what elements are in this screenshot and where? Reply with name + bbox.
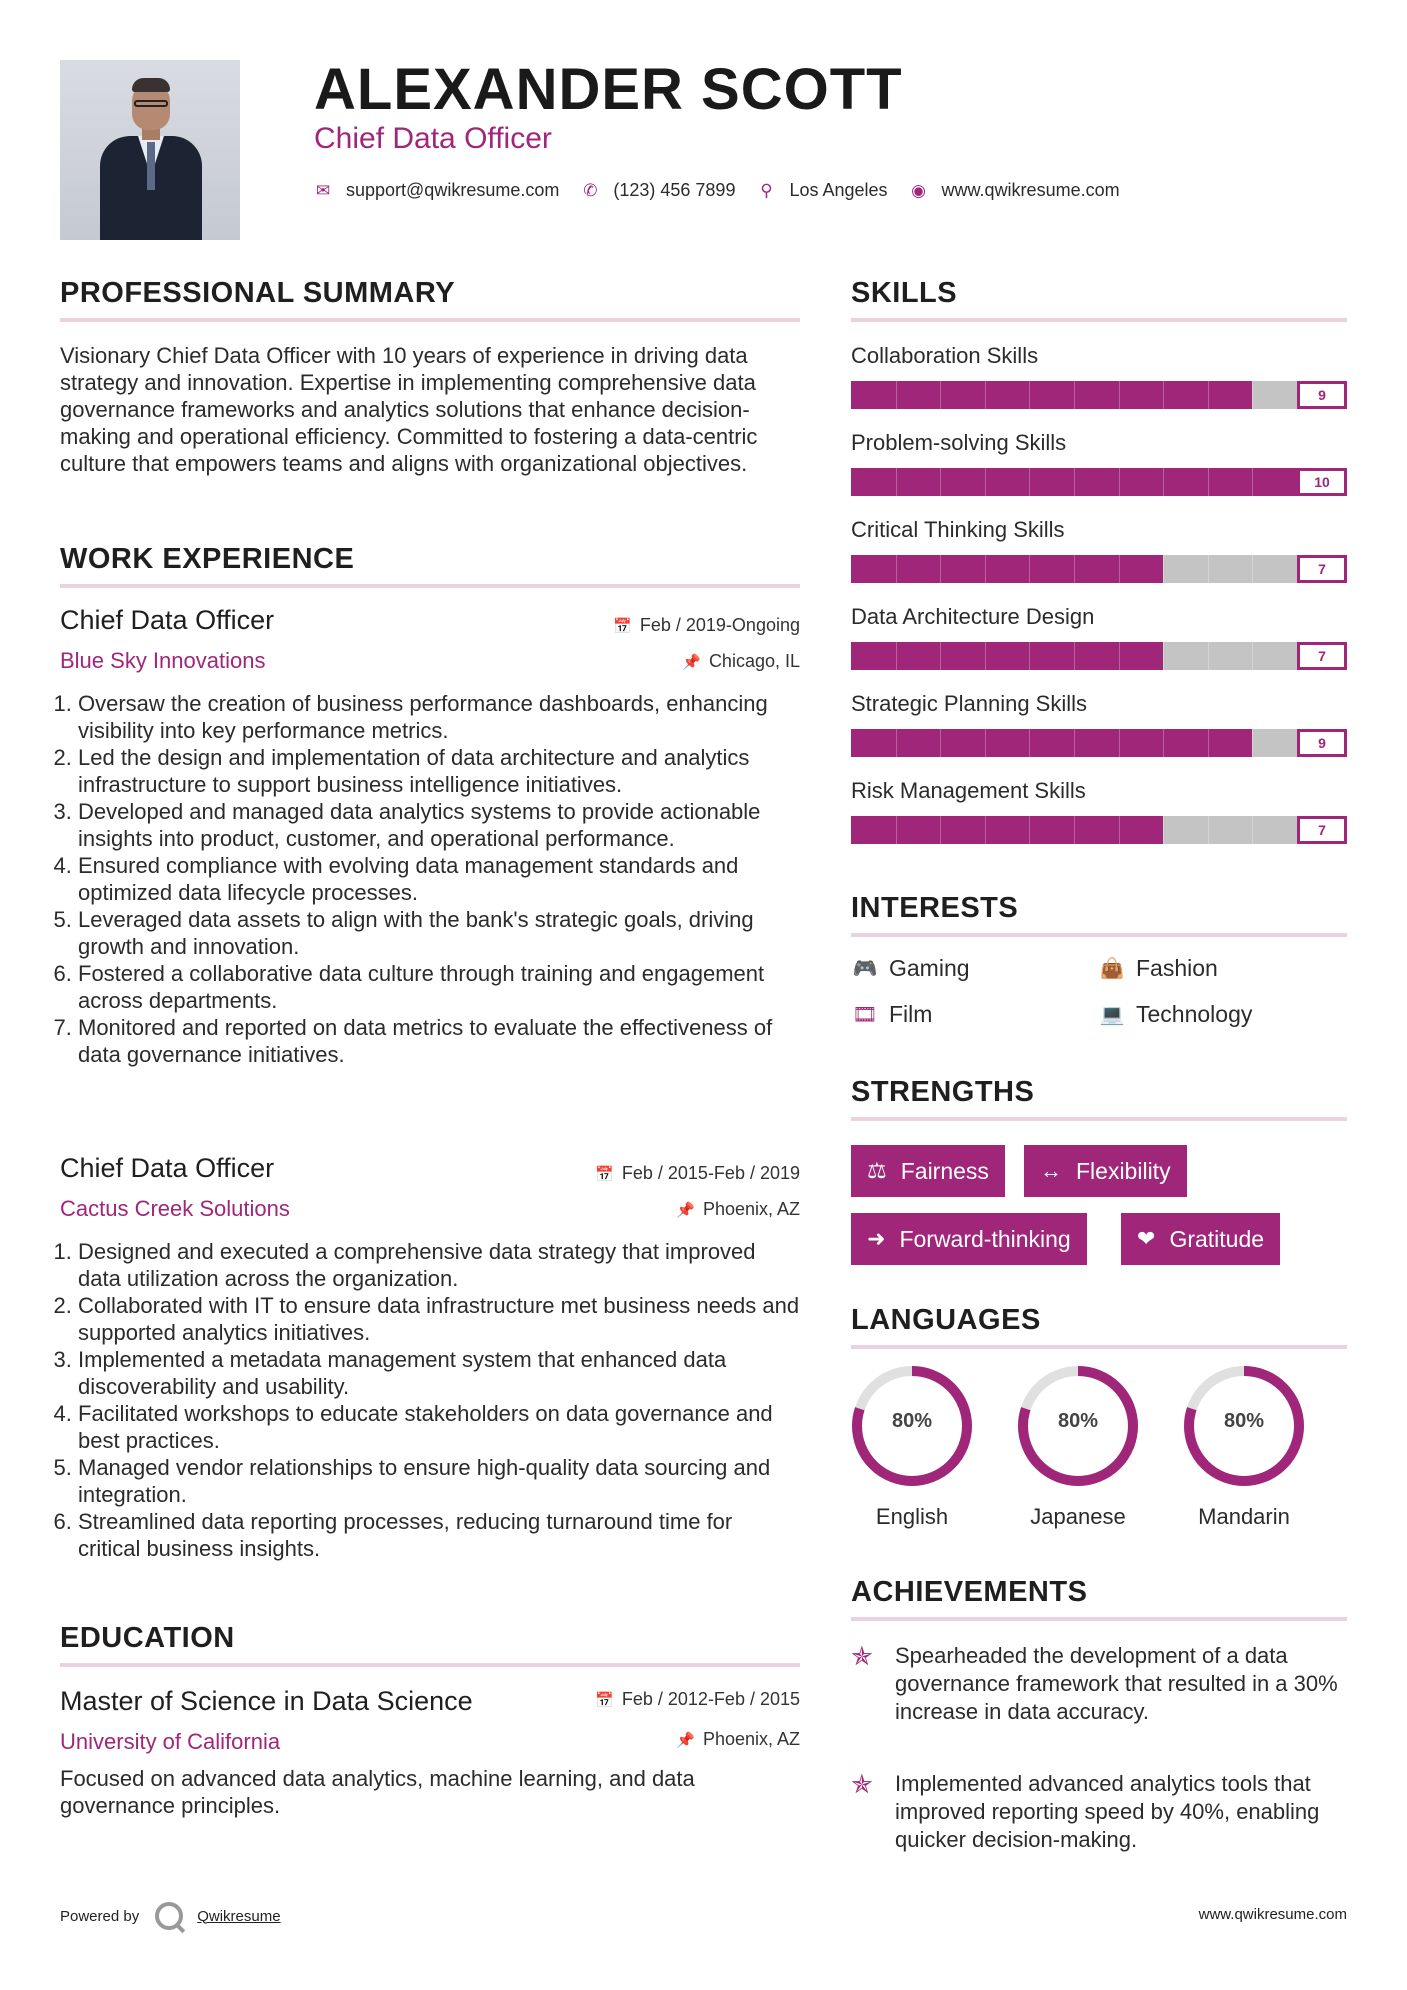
pin-icon: 📌 [676,1202,695,1219]
job-company: Blue Sky Innovations [60,648,266,673]
skill-segment-divider [940,816,941,844]
skill-segment-divider [1119,642,1120,670]
skill-segment-divider [1074,816,1075,844]
footer-powered-by: Powered by Qwikresume [60,1902,281,1930]
skill-segment-divider [1119,468,1120,496]
skill-segment-divider [940,381,941,409]
map-marker-icon: ⚲ [760,180,773,200]
email-text: support@qwikresume.com [346,180,560,200]
arrows-horizontal-icon: ↔ [1040,1158,1062,1183]
skill-bar-fill [851,729,1252,757]
skill-segment-divider [1119,816,1120,844]
list-item: 3. Developed and managed data analytics systems to provide actionable insights into product, customer, and operational performance. [78,798,800,852]
skill-segment-divider [896,816,897,844]
job-dates: 📅 Feb / 2019-Ongoing [613,615,800,635]
skill-segment-divider [1074,729,1075,757]
summary-text: Visionary Chief Data Officer with 10 years of experience in driving data strategy and innovation. Expertise in implementing comprehensive data governance frameworks and analytics solutions that enhance decision-making and operational efficiency. Committed to fostering a data-centric culture that empowers teams and aligns with organizational objectives. [60,343,758,476]
skill-segment-divider [1163,381,1164,409]
skill-segment-divider [896,729,897,757]
skill-segment-divider [1074,555,1075,583]
list-item: 5. Leveraged data assets to align with the bank's strategic goals, driving growth and innovation. [78,906,800,960]
skill-segment-divider [1029,381,1030,409]
arrow-right-icon: ➜ [867,1226,886,1251]
interest-technology: 💻 Technology [1099,1001,1253,1027]
language-name: Mandarin [1198,1504,1290,1529]
skill-segment-divider [1252,381,1253,409]
skill-bar-fill [851,381,1252,409]
section-divider [851,1617,1347,1621]
skill-segment-divider [940,468,941,496]
list-item: 4. Ensured compliance with evolving data management standards and optimized data lifecycle processes. [78,852,800,906]
skill-bar-fill [851,816,1163,844]
job-location: 📌 Phoenix, AZ [676,1199,800,1219]
list-item: 3. Implemented a metadata management system that enhanced data discoverability and usability. [78,1346,800,1400]
skill-segment-divider [1074,642,1075,670]
skill-segment-divider [896,555,897,583]
skill-label: Strategic Planning Skills [851,691,1088,716]
section-divider [851,1117,1347,1121]
strength-flexibility: ↔ Flexibility [1024,1145,1187,1197]
skill-segment-divider [896,642,897,670]
heart-icon: ❤ [1137,1226,1156,1251]
skill-segment-divider [1252,642,1253,670]
skill-segment-divider [940,555,941,583]
skill-segment-divider [1208,381,1209,409]
job-title: Chief Data Officer [60,605,275,635]
section-heading-strengths: STRENGTHS [851,1076,1035,1108]
skill-bar [851,468,1347,496]
skill-segment-divider [1163,555,1164,583]
skill-bar-fill [851,555,1163,583]
pin-icon: 📌 [676,1732,695,1749]
skill-segment-divider [985,642,986,670]
website-text: www.qwikresume.com [941,180,1120,200]
section-heading-interests: INTERESTS [851,892,1019,924]
skill-segment-divider [1163,468,1164,496]
section-heading-achievements: ACHIEVEMENTS [851,1576,1088,1608]
calendar-icon: 📅 [613,618,632,635]
skill-segment-divider [985,381,986,409]
profile-photo [60,60,240,240]
calendar-icon: 📅 [595,1166,614,1183]
footer-url[interactable]: www.qwikresume.com [1198,1906,1347,1923]
list-item: 4. Facilitated workshops to educate stakeholders on data governance and best practices. [78,1400,800,1454]
achievement-item: ✯ Spearheaded the development of a data governance framework that resulted in a 30% increase in data accuracy. [851,1641,1338,1724]
language-percent: 80% [1223,1410,1265,1432]
section-heading-work: WORK EXPERIENCE [60,543,355,575]
section-heading-skills: SKILLS [851,277,958,309]
language-percent: 80% [1057,1410,1099,1432]
strength-forward-thinking: ➜ Forward-thinking [851,1213,1087,1265]
education-description: Focused on advanced data analytics, machine learning, and data governance principles. [60,1766,695,1818]
calendar-icon: 📅 [595,1692,614,1709]
strength-gratitude: ❤ Gratitude [1121,1213,1280,1265]
film-icon: 🎞 [852,1004,878,1026]
balance-scale-icon: ⚖ [867,1158,887,1183]
skill-segment-divider [985,816,986,844]
footer-brand-link[interactable]: Qwikresume [197,1907,281,1925]
globe-icon: ◉ [911,180,926,200]
skill-level-badge: 9 [1297,381,1347,409]
job-bullets [58,690,800,1068]
skill-level-badge: 9 [1297,729,1347,757]
list-item: 6. Streamlined data reporting processes, reducing turnaround time for critical business insights. [78,1508,800,1562]
interest-film: 🎞 Film [852,1001,933,1027]
candidate-title: Chief Data Officer [314,122,552,155]
section-heading-languages: LANGUAGES [851,1304,1041,1336]
skill-segment-divider [1163,816,1164,844]
phone-icon: ✆ [583,180,598,200]
skill-bar [851,816,1347,844]
job-dates: 📅 Feb / 2015-Feb / 2019 [595,1163,800,1183]
section-heading-summary: PROFESSIONAL SUMMARY [60,277,456,309]
skill-segment-divider [1119,555,1120,583]
skill-label: Collaboration Skills [851,343,1039,368]
skill-segment-divider [985,555,986,583]
star-icon: ✯ [851,1641,873,1671]
skill-segment-divider [1208,555,1209,583]
list-item: 1. Designed and executed a comprehensive data strategy that improved data utilization across the organization. [78,1238,800,1292]
skill-segment-divider [1029,642,1030,670]
skill-segment-divider [896,381,897,409]
skill-segment-divider [1029,729,1030,757]
language-item [1016,1364,1140,1530]
list-item: 2. Led the design and implementation of data architecture and analytics infrastructure to support business intelligence initiatives. [78,744,800,798]
strength-fairness: ⚖ Fairness [851,1145,1005,1197]
skill-segment-divider [985,729,986,757]
skill-segment-divider [1252,816,1253,844]
qwikresume-logo-icon [155,1902,183,1930]
section-divider [851,1345,1347,1349]
skill-bar [851,642,1347,670]
skill-label: Problem-solving Skills [851,430,1067,455]
skill-segment-divider [1119,729,1120,757]
job-location: 📌 Chicago, IL [682,651,800,671]
section-divider [60,1663,800,1667]
list-item: 6. Fostered a collaborative data culture through training and engagement across departments. [78,960,800,1014]
skill-segment-divider [1163,729,1164,757]
list-item: 2. Collaborated with IT to ensure data infrastructure met business needs and supported analytics initiatives. [78,1292,800,1346]
star-icon: ✯ [851,1769,873,1799]
skill-segment-divider [1252,555,1253,583]
language-name: Japanese [1030,1504,1126,1529]
degree-title: Master of Science in Data Science [60,1686,473,1716]
skill-segment-divider [896,468,897,496]
skill-level-badge: 7 [1297,816,1347,844]
skill-segment-divider [1074,468,1075,496]
skill-segment-divider [1119,381,1120,409]
skill-segment-divider [940,642,941,670]
skill-bar-fill [851,642,1163,670]
skill-segment-divider [1208,816,1209,844]
contact-bar [314,180,1142,201]
skill-bar [851,381,1347,409]
location-text: Los Angeles [789,180,888,200]
school-name: University of California [60,1729,281,1754]
skill-segment-divider [940,729,941,757]
section-divider [851,933,1347,937]
skill-segment-divider [1074,381,1075,409]
skill-segment-divider [1208,729,1209,757]
job-bullets [58,1238,800,1562]
skill-segment-divider [1029,468,1030,496]
skill-segment-divider [1029,555,1030,583]
contact-phone[interactable] [581,180,735,201]
skill-label: Risk Management Skills [851,778,1086,803]
job-company: Cactus Creek Solutions [60,1196,290,1221]
list-item: 7. Monitored and reported on data metrics to evaluate the effectiveness of data governance initiatives. [78,1014,800,1068]
envelope-icon: ✉ [315,180,331,200]
section-divider [851,318,1347,322]
skill-label: Data Architecture Design [851,604,1095,629]
skill-segment-divider [1252,729,1253,757]
laptop-icon: 💻 [1099,1004,1125,1026]
skill-segment-divider [1029,816,1030,844]
skill-segment-divider [1208,642,1209,670]
shopping-bag-icon: 👜 [1099,958,1125,980]
interest-fashion: 👜 Fashion [1099,955,1218,981]
achievement-item: ✯ Implemented advanced analytics tools that improved reporting speed by 40%, enabling quicker decision-making. [851,1769,1320,1852]
skill-level-badge: 7 [1297,642,1347,670]
skill-segment-divider [1208,468,1209,496]
skill-level-badge: 7 [1297,555,1347,583]
section-divider [60,318,800,322]
job-title: Chief Data Officer [60,1153,275,1183]
list-item: 5. Managed vendor relationships to ensure high-quality data sourcing and integration. [78,1454,800,1508]
candidate-name: ALEXANDER SCOTT [314,57,903,122]
language-item [1182,1364,1306,1530]
phone-text: (123) 456 7899 [613,180,736,200]
skill-level-badge: 10 [1297,468,1347,496]
contact-email[interactable] [314,180,559,201]
language-item [850,1364,974,1530]
section-heading-education: EDUCATION [60,1622,235,1654]
pin-icon: 📌 [682,654,701,671]
skill-segment-divider [985,468,986,496]
interest-gaming: 🎮 Gaming [852,955,970,981]
contact-website[interactable] [910,180,1120,201]
education-dates: 📅 Feb / 2012-Feb / 2015 [595,1689,800,1709]
gamepad-icon: 🎮 [852,958,878,980]
skill-bar [851,555,1347,583]
skill-segment-divider [1252,468,1253,496]
skill-label: Critical Thinking Skills [851,517,1065,542]
language-name: English [875,1504,949,1529]
contact-location [757,180,887,201]
education-location: 📌 Phoenix, AZ [676,1729,800,1749]
list-item: 1. Oversaw the creation of business performance dashboards, enhancing visibility into key performance metrics. [78,690,800,744]
skill-segment-divider [1163,642,1164,670]
language-percent: 80% [891,1410,933,1432]
section-divider [60,584,800,588]
skill-bar [851,729,1347,757]
